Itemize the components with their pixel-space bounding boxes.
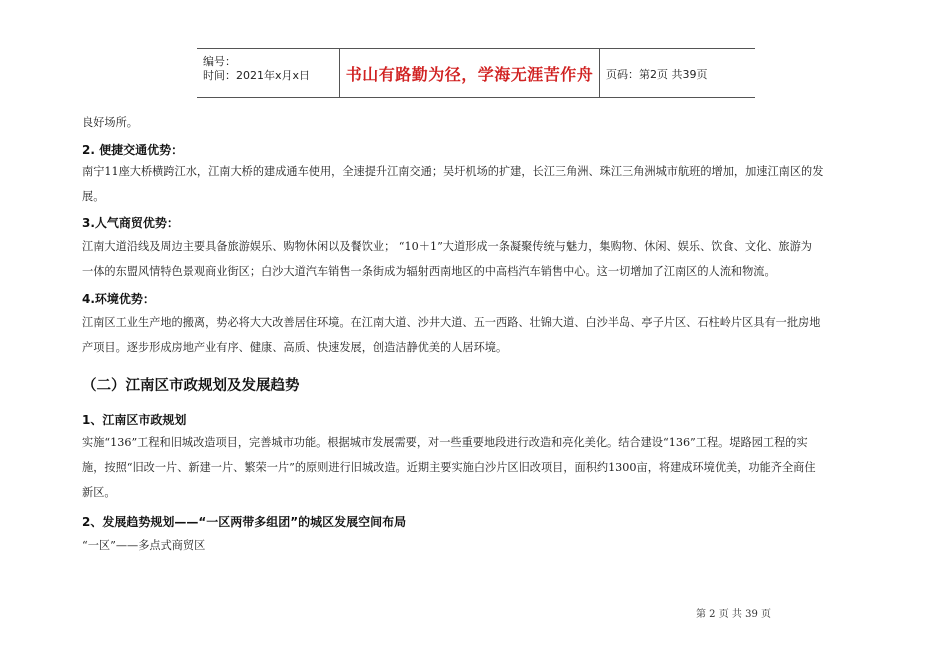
paragraph-environment-line-2: 产项目。逐步形成房地产业有序、健康、高质、快速发展，创造洁静优美的人居环境。 <box>82 341 508 354</box>
header-motto-cell <box>340 49 600 97</box>
paragraph-popularity-line-1: 江南大道沿线及周边主要具备旅游娱乐、购物休闲以及餐饮业； “10＋1”大道形成一条凝聚传统与魅力，集购物、休闲、娱乐、饮食、文化、旅游为 <box>82 240 812 253</box>
paragraph-municipal-line-3: 新区。 <box>82 486 116 499</box>
heading-municipal-planning: 1、江南区市政规划 <box>82 413 187 427</box>
paragraph-municipal-line-1: 实施“136”工程和旧城改造项目，完善城市功能。根据城市发展需要，对一些重要地段进行改造和亮化美化。结合建设“136”工程。堤路园工程的实 <box>82 436 808 449</box>
section-title: （二）江南区市政规划及发展趋势 <box>82 378 300 394</box>
paragraph-trend-line-1: “一区”——多点式商贸区 <box>82 539 206 552</box>
body-line: 良好场所。 <box>82 116 138 129</box>
header-meta-cell <box>197 49 340 97</box>
heading-environment-advantage: 4.环境优势： <box>82 292 155 306</box>
heading-traffic-advantage: 2. 便捷交通优势： <box>82 143 184 157</box>
paragraph-traffic-line-1: 南宁11座大桥横跨江水，江南大桥的建成通车使用，全速提升江南交通；吴圩机场的扩建，长江三角洲、珠江三角洲城市航班的增加，加速江南区的发 <box>82 165 824 178</box>
document-date-label: 时间：2021年x月x日 <box>203 69 311 82</box>
document-number-label: 编号： <box>203 55 236 68</box>
heading-popularity-advantage: 3.人气商贸优势： <box>82 216 179 230</box>
heading-development-trend: 2、发展趋势规划——“一区两带多组团”的城区发展空间布局 <box>82 515 407 529</box>
header-page-cell <box>600 49 755 97</box>
paragraph-traffic-line-2: 展。 <box>82 190 105 203</box>
header-table <box>197 48 755 98</box>
paragraph-popularity-line-2: 一体的东盟风情特色景观商业街区；白沙大道汽车销售一条街成为辐射西南地区的中高档汽车销售中心。这一切增加了江南区的人流和物流。 <box>82 265 776 278</box>
paragraph-municipal-line-2: 施，按照“旧改一片、新建一片、繁荣一片”的原则进行旧城改造。近期主要实施白沙片区旧改项目，面积约1300亩，将建成环境优美，功能齐全商住 <box>82 461 816 474</box>
header-page-code: 页码：第2页 共39页 <box>606 68 708 81</box>
header-motto: 书山有路勤为径，学海无涯苦作舟 <box>345 65 594 84</box>
paragraph-environment-line-1: 江南区工业生产地的搬离，势必将大大改善居住环境。在江南大道、沙井大道、五一西路、壮锦大道、白沙半岛、亭子片区、石柱岭片区具有一批房地 <box>82 316 821 329</box>
page-footer: 第 2 页 共 39 页 <box>696 609 771 620</box>
